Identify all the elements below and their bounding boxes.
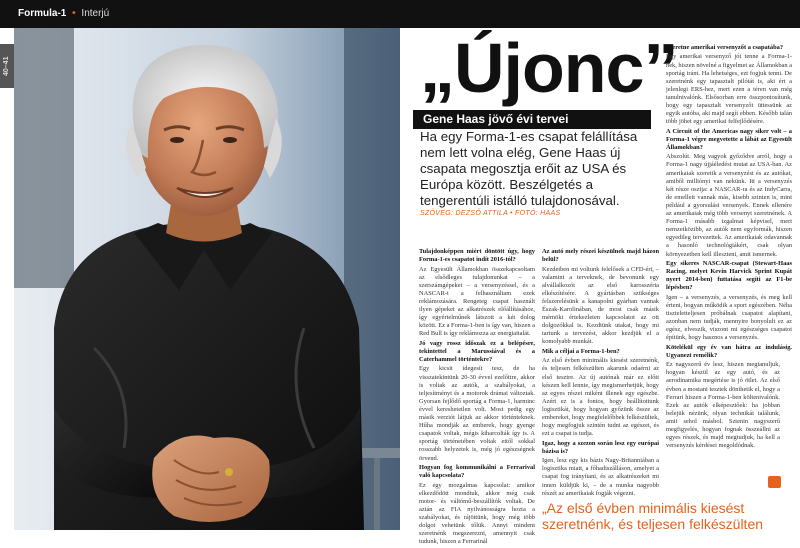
answer: Igen – a versenyzés, a versenyzés, és meg kell érteni, hogyan működik a sport egészében. Néha tiszteletteljesen próbálnak csapatot alapítani, azonban nem tudják, mennyire bonyolult ez az egész, elveszik, viszont mi egészséges csapatot építünk, hogy hasznos a versenyzés. — [666, 293, 792, 342]
question: A Circuit of the Americas nagy siker volt – a Forma-1 végre megvetette a lábát az Egyesült Államokban? — [666, 127, 792, 151]
portrait-photo — [14, 28, 400, 530]
answer: Az első évben minimális kiesést szeretnénk, és teljesen felkészülten akarunk odaérni az első tesztre. Az új autónak már ez előtt készen kell lennie, így megismerhetjük, hogy az egyes részei miként illenek egy egészbe. Azért ez is a fontos, hogy beállítottunk logisztikát, hogy hogyan győzünk össze az embereket, hogy megfelelőbbek felkészültek, hogy megfogjuk szintén tudni az egészet, és ezt a csapat is tudja. — [542, 357, 659, 438]
question: Szeretne amerikai versenyzőt a csapatába? — [666, 44, 784, 51]
answer: Ez nagyszerű év lesz, hiszen megtanuljuk, hogyan készül az egy autó, és az aerodinamika megértése is jó ötlet. Az első évben a mostani tesztek dönthetik el, hogy a Ferrari hiszen a Forma-1-ben költenivalónk. Ezek az autók elképesztőek: ha jobban belejük nézünk, olyan technikát találunk, amit sehol máshol. Sztenin nagyszerű megfigyelés, hogyan fognak összeállni az egyes részek, és majd megtudjuk, ha kell a versenyzés kérdései megoldódnak. — [666, 361, 780, 450]
pull-quote: „Az első évben minimális kiesést szeretnénk, és teljesen felkészülten — [542, 500, 764, 532]
text-column-2 — [542, 248, 659, 499]
answer: Egy kicsit idegesít tesz, de ha visszatekintünk 20-30 évvel ezelőttre, akkor is voltak az autók, a szabályokat, a teljesítményt és a motorok drámai változtak. Gyorsan fejlődő sportág a Forma-1, harminc évvel kereshetetlen volt. Most pedig egy másik verziót látjuk az akkor történteknek. Hűha mondják az emberek, hogy gyenge csapatok voltak, mégis kiharcolták így is. A sportág történetében voltak ettől sokkal rosszabb helyzetek is, még jó egészségnek örvend. — [419, 365, 535, 462]
subtitle-bar — [413, 110, 651, 129]
answer: Az Egyesült Államokban összekapcsoltam az elsődleges tulajdonunkat – a szerszámgépeket – a versenyzéssel, és a NASCAR-t a felhasználtam ezek reklámozására. Rengeteg csapat használt ilyen gépeket az alkatrészek előállításához, így egyértelműnek látszott a két dolog között. Ez a Forma-1-ben is így van, hiszen a Red Bull is így reklámozza az energiaitalát. — [419, 265, 535, 338]
page-number-tab: 40–41 — [0, 44, 14, 88]
question: Kötelékül egy év van hátra az indulásig. Ugyanezt remélik? — [666, 343, 792, 359]
article-end-mark-icon — [768, 476, 781, 488]
section-label — [18, 8, 109, 19]
question: Hogyan fog kommunikálni a Ferrarival való kapcsolata? — [419, 464, 535, 480]
header-band — [0, 0, 800, 28]
question: Tulajdonképpen miért döntött úgy, hogy Forma-1-es csapatot indít 2016-tól? — [419, 248, 535, 264]
subsection-name: Interjú — [81, 8, 110, 19]
answer: Igen, lesz egy kis bázis Nagy-Britanniában a logisztika miatt, a főhadiszálláson, amelyet a csapat fog irányítani, és az alkatrészeket mi innen küldjük ki, – de a munka nagyobb részét az amerikaiak fogják végezni. — [542, 457, 659, 497]
answer: Kezdetben mi voltunk felelősek a CFD-ért, – valamint a terveknek, de bevonunk egy alvállalkozót az első karosszéria elkészítésére. A gyártásban szükséges felszerelésünk a kanapolni gyárban vannak Észak-Karolinában, de most csak másik mérnöki értekezleten kapcsolatot az ott dolgozókkal is. Kezdtünk utakat, hogy mi tartunk a tervezést, akkor kezdjük el a komolyabb munkát. — [542, 265, 659, 346]
question: Mik a céljai a Forma-1-ben? — [542, 347, 620, 355]
question: Az autó mely részei készülnek majd házon belül? — [542, 248, 659, 264]
question: Egy sikeres NASCAR-csapat (Stewart-Haas Racing, melyet Kevin Harvick Sprint Kupát nyert 2014-ben) futtatása segíti az F1-be lépésben? — [666, 260, 792, 292]
section-name: Formula-1 — [18, 8, 67, 19]
article-title: „Újonc” — [420, 29, 678, 107]
answer: Abszolút. Meg vagyok győződve arról, hogy a Forma-1 nagy újjáéledést mutat az USA-ban. Az amerikaiak szeretik a versenyzést és az autókat, amiből milliónyi van nekünk. Itt a versenyzés két része osztja: a NASCAR-ra és az IndyCarra, de emellett vannak más, kisebb szinten is, mint például a gyorsulási versenyek. Ennek ellenére az amerikaiak még több versenyt szeretnének. A Forma-1 másabb izgalmat képvisel, mert nemzetközibb, az autók nem egyformák, hiszen egyedileg tervezettek. Az amerikaiak odavannak a hasonló technológiákért, csak olyan környezetben kell illeszteni, amit ismernek. — [666, 153, 792, 258]
answer: Ez egy mozgalmas kapcsolat: amikor elkezdődött mondtuk, akkor még csak motor- és váltómű-beszállítók voltak. De aztán az FIA nyilvánosságra hozta a szabályokat, és rájöttünk, hogy még több dolgot vehetünk tőlük. Annyi mindent szeretnénk megszerezni, amennyit csak tudunk, hiszen a Ferrarinál — [419, 481, 535, 546]
text-column-1 — [419, 248, 535, 548]
article-subtitle: Gene Haas jövő évi tervei — [423, 112, 569, 126]
question: Igaz, hogy a szezon során lesz egy európai bázisa is? — [542, 439, 659, 455]
section-separator: • — [72, 8, 76, 19]
text-column-3 — [666, 44, 792, 452]
question: Jó vagy rossz időszak ez a belépésre, tekintettel a Marussiával és a Caterhammel történtekre? — [419, 339, 535, 363]
article-lead: Ha egy Forma-1-es csapat felállítása nem lett volna elég, Gene Haas új csapata megosztja erőit az USA és Európa között. Beszélgetés a tengerentúli istálló tulajdonosával. — [420, 129, 638, 208]
answer: Egy amerikai versenyző jót tenne a Forma-1-nek, hiszen növelné a figyelmet az Államokban a sportág iránt. Ha lehetséges, ezt fogjuk tenni. De szeretnénk egy tapasztalt pilótát is, aki ért a jelenlegi ERS-hez, mert ezen a téren van még tanulnivalónk. Elsősorban erre összpontosítunk, hogy egy tapasztalt versenyzőt üttessünk az egyik autóba, aki majd segít ebben. Később talán több jöhet egy amerikai felfejlődésére. — [666, 53, 792, 126]
byline: SZÖVEG: DEZSŐ ATTILA • FOTÓ: HAAS — [420, 210, 561, 217]
